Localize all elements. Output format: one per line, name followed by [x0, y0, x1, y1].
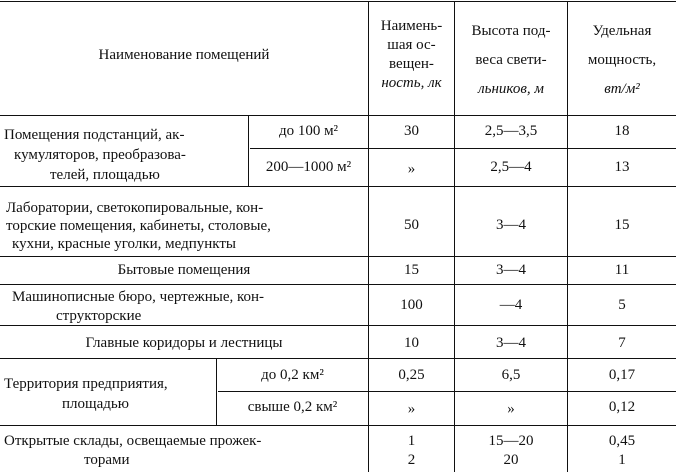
height-cell: 3—4: [496, 335, 526, 351]
row-divider: [218, 391, 676, 392]
header-bottom-rule: [0, 115, 676, 116]
row-divider: [0, 256, 676, 257]
row-substation-name: Помещения подстанций, ак- кумуляторов, преобразова- телей, площадью: [4, 127, 186, 183]
row-territory-name: Территория предприятия, площадью: [4, 376, 168, 412]
area-cell: до 0,2 км²: [261, 367, 324, 383]
height-cell: 3—4: [496, 262, 526, 278]
illuminance-cell: »: [407, 161, 416, 177]
height-cell: —4: [499, 297, 523, 313]
power-cell: 0,45 1: [608, 433, 636, 468]
row-domestic-name: Бытовые помещения: [117, 262, 251, 278]
illuminance-cell: 10: [404, 335, 419, 351]
power-cell: 11: [614, 262, 630, 278]
row-divider: [0, 425, 676, 426]
area-cell: 200—1000 м²: [265, 159, 352, 175]
power-cell: 0,12: [608, 399, 636, 415]
row-typing-name: Машинописные бюро, чертежные, кон- структорские: [12, 289, 265, 324]
area-cell: свыше 0,2 км²: [247, 399, 338, 415]
power-cell: 7: [618, 335, 626, 351]
row-divider: [250, 148, 676, 149]
illuminance-cell: 1 2: [407, 433, 416, 468]
row-corridors-name: Главные коридоры и лестницы: [85, 335, 283, 351]
row-warehouses-name: Открытые склады, освещаемые прожек- торами: [4, 433, 262, 468]
illuminance-cell: 100: [400, 297, 423, 313]
table-top-rule: [0, 1, 676, 2]
illuminance-cell: 50: [404, 217, 419, 233]
illuminance-cell: 0,25: [398, 367, 425, 383]
header-power: Удельная мощность, вт/м²: [587, 23, 657, 97]
power-cell: 18: [614, 123, 630, 139]
height-cell: 6,5: [501, 367, 521, 383]
row-divider: [0, 186, 676, 187]
illuminance-cell: 15: [404, 262, 419, 278]
power-cell: 5: [618, 297, 626, 313]
height-cell: »: [507, 401, 515, 417]
header-name: Наименование помещений: [98, 47, 270, 63]
power-cell: 13: [614, 159, 630, 175]
header-illuminance: Наимень- шая ос- вещен- ность, лк: [380, 18, 443, 91]
area-cell: до 100 м²: [278, 123, 339, 139]
height-cell: 2,5—3,5: [484, 123, 538, 139]
illuminance-cell: »: [407, 401, 416, 417]
height-cell: 15—20 20: [488, 433, 534, 468]
row-labs-name: Лаборатории, светокопировальные, кон- торские помещения, кабинеты, столовые, кухни, красные уголки, медпункты: [6, 200, 271, 252]
power-cell: 15: [614, 217, 630, 233]
header-height: Высота под- веса свети- льников, м: [471, 23, 551, 97]
height-cell: 3—4: [496, 217, 526, 233]
row-divider: [0, 358, 676, 359]
row-divider: [0, 284, 676, 285]
height-cell: 2,5—4: [490, 159, 532, 175]
power-cell: 0,17: [608, 367, 636, 383]
illuminance-cell: 30: [404, 123, 419, 139]
